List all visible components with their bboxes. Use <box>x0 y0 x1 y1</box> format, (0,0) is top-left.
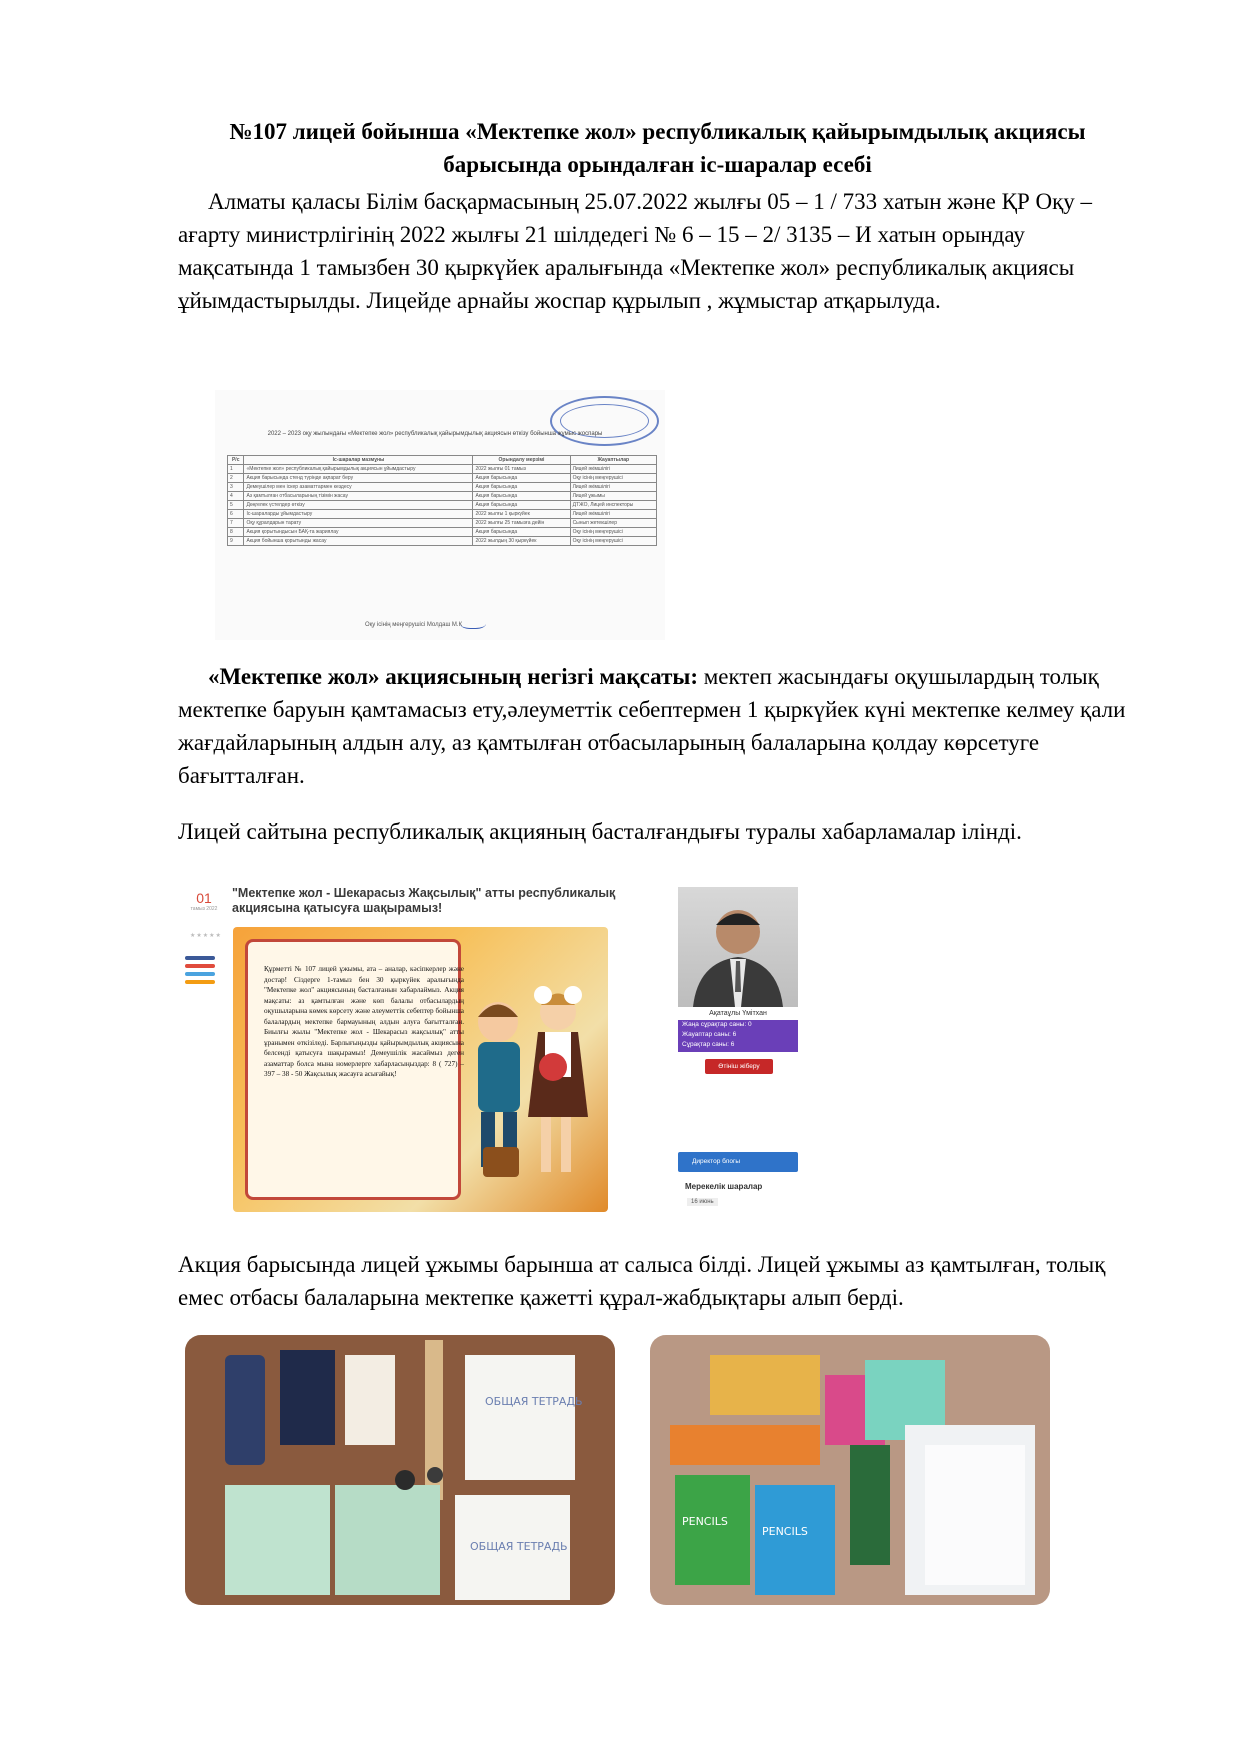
plan-table <box>227 455 657 546</box>
plan-table-cell: Іс-шараларды ұйымдастыру <box>244 510 473 519</box>
stat-questions: Сұрақтар саны: 6 <box>682 1041 735 1048</box>
poster-image <box>233 927 608 1212</box>
goal-text: мектеп жасындағы оқушылардың толық мектепке баруын қамтамасыз ету,әлеуметтік себептермен 1 қыркүйек күні мектепке келмеу қали жағдайларының алдын алу, аз қамтылған отбасыларының балаларына қолдау көрсетуге бағытталған. <box>178 664 1126 788</box>
director-stats <box>678 1020 798 1052</box>
plan-scan-image <box>215 390 665 640</box>
plan-table-cell: Акция барысында <box>473 501 570 510</box>
plan-table-cell: Сынып жетекшілер <box>570 519 656 528</box>
intro-paragraph: Алматы қаласы Білім басқармасының 25.07.2022 жылғы 05 – 1 / 733 хатын және ҚР Оқу – ағарту министрлігінің 2022 жылғы 21 шілдедегі № 6 – 15 – 2/ 3135 – И хатын орындау мақсатында 1 тамызбен 30 қыркүйек аралығында «Мектепке жол» республикалық акциясы ұйымдастырылды. Лицейде арнайы жоспар құрылып , жұмыстар атқарылуда. <box>178 189 1093 313</box>
holidays-heading: Мерекелік шаралар <box>685 1182 763 1191</box>
plan-table-cell: Акция бойынша қорытынды жасау <box>244 537 473 546</box>
plan-col-no: Р/с <box>228 456 244 465</box>
plan-table-cell: «Мектепке жол» республикалық қайырымдылық акциясын ұйымдастыру <box>244 465 473 474</box>
notebook-label-2: ОБЩАЯ ТЕТРАДЬ <box>470 1540 568 1553</box>
plan-table-cell: Лицей әкімшілігі <box>570 483 656 492</box>
director-blog-button[interactable]: Директор блогы <box>678 1152 798 1172</box>
plan-table-cell: 2022 жылғы 25 тамызға дейін <box>473 519 570 528</box>
plan-col-deadline: Орындалу мерзімі <box>473 456 570 465</box>
plan-table-cell: 6 <box>228 510 244 519</box>
scan-heading: 2022 – 2023 оқу жылындағы «Мектепке жол» республикалық қайырымдылық акциясын өткізу бойынша жұмыс жоспары <box>267 431 603 437</box>
plan-table-cell: Оқу ісінің меңгерушісі <box>570 537 656 546</box>
scan-footer: Оқу ісінің меңгерушісі Молдаш М.К <box>365 622 463 628</box>
goal-label: «Мектепке жол» акциясының негізгі мақсаты: <box>208 664 698 689</box>
closing-paragraph: Акция барысында лицей ұжымы барынша ат салыса білді. Лицей ұжымы аз қамтылған, толық емес отбасы балаларына мектепке қажетті құрал-жабдықтары алып берді. <box>178 1252 1106 1310</box>
plan-table-cell: Оқу ісінің меңгерушісі <box>570 474 656 483</box>
share-bar-orange <box>185 980 215 984</box>
stamp-seal <box>550 396 659 446</box>
children-illustration <box>453 947 603 1207</box>
plan-table-cell: 7 <box>228 519 244 528</box>
plan-table-cell: Демеушілер мен іскер азаматтармен кездесу <box>244 483 473 492</box>
supplies-photo-pencils <box>650 1335 1050 1605</box>
plan-table-cell: 3 <box>228 483 244 492</box>
plan-table-row <box>228 465 657 474</box>
plan-table-cell: Акция барысында <box>473 492 570 501</box>
plan-table-cell: Акция барысында <box>473 528 570 537</box>
website-screenshot <box>175 872 815 1218</box>
holiday-date-badge: 16 июнь <box>687 1198 718 1206</box>
plan-table-cell: Лицей әкімшілігі <box>570 465 656 474</box>
goal-paragraph <box>178 660 1143 792</box>
post-date <box>185 890 223 912</box>
plan-table-row <box>228 519 657 528</box>
plan-table-cell: 5 <box>228 501 244 510</box>
post-date-month: тамыз 2022 <box>190 906 218 912</box>
page-title: №107 лицей бойынша «Мектепке жол» республикалық қайырымдылық акциясы барысында орындалған іс-шаралар есебі <box>229 119 1086 177</box>
plan-table-cell: 8 <box>228 528 244 537</box>
post-date-day: 01 <box>196 890 212 906</box>
plan-table-cell: 2022 жылдың 30 қыркүйек <box>473 537 570 546</box>
pencils-label-1: PENCILS <box>682 1515 728 1528</box>
stat-answers: Жауаптар саны: 6 <box>682 1031 737 1038</box>
plan-table-row <box>228 510 657 519</box>
stat-new-questions: Жаңа сұрақтар саны: 0 <box>682 1021 752 1028</box>
share-bars <box>185 956 215 988</box>
plan-table-row <box>228 483 657 492</box>
plan-table-cell: Акция барысында стенд түрінде ақпарат беру <box>244 474 473 483</box>
plan-table-cell: 2022 жылғы 01 тамыз <box>473 465 570 474</box>
notebook-label-1: ОБЩАЯ ТЕТРАДЬ <box>485 1395 583 1408</box>
rating-stars: ★★★★★ <box>190 933 222 939</box>
plan-table-cell: 4 <box>228 492 244 501</box>
plan-table-cell: Оқу ісінің меңгерушісі <box>570 528 656 537</box>
plan-table-row <box>228 501 657 510</box>
share-bar-blue <box>185 956 215 960</box>
supplies-photo-notebooks <box>185 1335 615 1605</box>
plan-col-content: Іс-шаралар мазмұны <box>244 456 473 465</box>
director-photo <box>678 887 798 1007</box>
director-name: Ақатаұлы Үмітхан <box>709 1010 767 1017</box>
send-request-button[interactable]: Өтініш жіберу <box>705 1059 773 1074</box>
plan-table-cell: Акция қорытындысын БАҚ-та жариялау <box>244 528 473 537</box>
plan-table-row <box>228 537 657 546</box>
pencils-label-2: PENCILS <box>762 1525 808 1538</box>
site-note-paragraph: Лицей сайтына республикалық акцияның басталғандығы туралы хабарламалар ілінді. <box>178 819 1022 844</box>
share-bar-red <box>185 964 215 968</box>
plan-table-row <box>228 492 657 501</box>
plan-col-responsible: Жауаптылар <box>570 456 656 465</box>
plan-table-cell: Оқу құралдарын тарату <box>244 519 473 528</box>
plan-table-cell: Лицей әкімшілігі <box>570 510 656 519</box>
plan-table-row <box>228 474 657 483</box>
poster-text: Құрметті № 107 лицей ұжымы, ата – аналар, кәсіпкерлер және достар! Сіздерге 1-тамыз бен 30 қыркүйек аралығында "Мектепке жол" акциясының басталғанын хабарлаймыз. Акция мақсаты: аз қамтылған және көп балалы отбасылардың оқушыларына көмек көрсету және әлеуметтік себептер бойынша балалардың мектепке бармауының алдын алуға бағытталған. Биылғы жылы "Мектепке жол - Шекарасыз жақсылық" атты ұранымен өткізіледі. Барлығыңызды қайырымдылық акциясына белсенді қатысуға шақырамыз! Демеушілік жасаймыз деген азаматтар болса мына номерлерге хабарласыңыздар: 8 ( 727) – 397 – 38 - 50 Жақсылық жасауға асығайық! <box>264 965 464 1078</box>
plan-table-cell: Акция барысында <box>473 483 570 492</box>
signature <box>460 616 486 629</box>
plan-table-cell: 1 <box>228 465 244 474</box>
share-bar-lightblue <box>185 972 215 976</box>
poster-scroll <box>245 939 464 1200</box>
plan-table-cell: Акция барысында <box>473 474 570 483</box>
plan-table-cell: 9 <box>228 537 244 546</box>
plan-table-cell: Дөңгелек үстелдер өткізу <box>244 501 473 510</box>
plan-table-header <box>228 456 657 465</box>
plan-table-cell: Лицей ұжымы <box>570 492 656 501</box>
plan-table-cell: 2 <box>228 474 244 483</box>
plan-table-cell: Аз қамтылған отбасыларының тізімін жасау <box>244 492 473 501</box>
plan-table-cell: 2022 жылғы 1 қыркүйек <box>473 510 570 519</box>
post-headline: "Мектепке жол - Шекарасыз Жақсылық" атты республикалық акциясына қатысуға шақырамыз! <box>232 886 616 915</box>
plan-table-row <box>228 528 657 537</box>
plan-table-cell: ДТЖО, Лицей инспекторы <box>570 501 656 510</box>
